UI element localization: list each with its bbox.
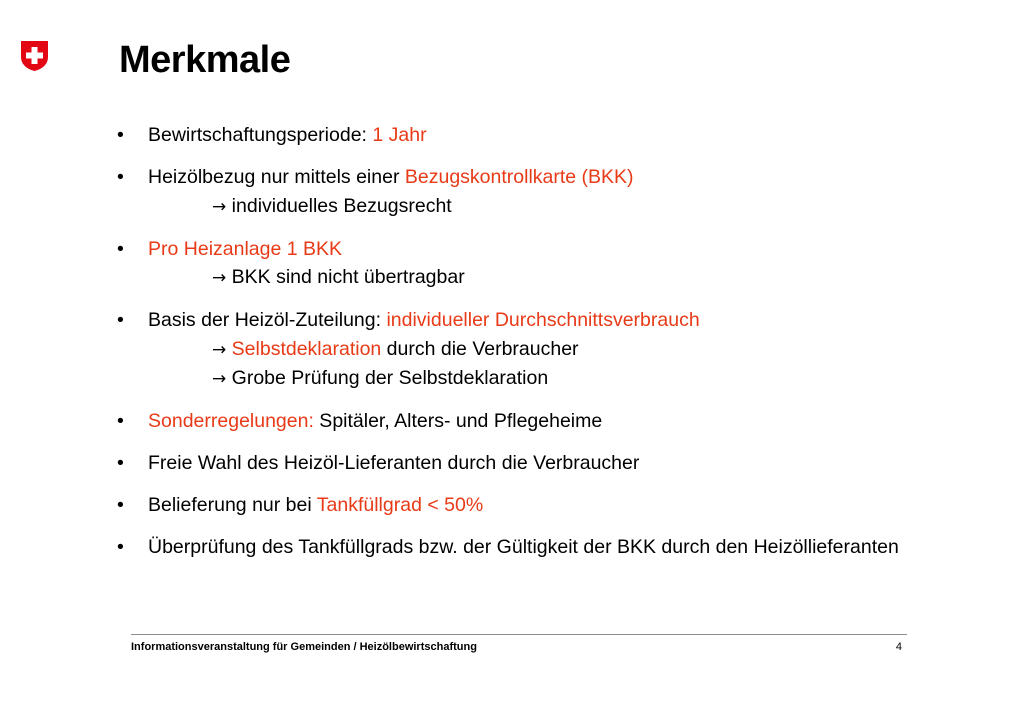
sub-text: individuelles Bezugsrecht bbox=[226, 194, 452, 217]
bullet-dot: • bbox=[117, 536, 124, 558]
bullet-item bbox=[114, 306, 914, 394]
arrow-icon: → bbox=[212, 369, 227, 389]
bullet-dot: • bbox=[117, 124, 124, 146]
bullet-item bbox=[114, 163, 914, 221]
arrow-icon: → bbox=[212, 339, 227, 360]
bullet-item bbox=[114, 407, 914, 436]
bullet-dot: • bbox=[117, 166, 124, 188]
highlight-text: individueller Durchschnittsverbrauch bbox=[386, 309, 700, 331]
bullet-dot: • bbox=[117, 410, 124, 432]
bullet-item bbox=[114, 121, 914, 150]
sub-point bbox=[148, 335, 914, 365]
bullet-dot: • bbox=[117, 237, 124, 260]
bullet-text: Belieferung nur bei bbox=[148, 494, 317, 516]
bullet-text: Freie Wahl des Heizöl-Lieferanten durch die Verbraucher bbox=[148, 452, 640, 474]
slide-title: Merkmale bbox=[119, 39, 291, 81]
sub-text: BKK sind nicht übertragbar bbox=[226, 266, 465, 288]
page-number: 4 bbox=[895, 641, 902, 653]
bullet-text: Basis der Heizöl-Zuteilung: bbox=[148, 309, 387, 331]
bullet-text: Heizölbezug nur mittels einer bbox=[148, 166, 405, 188]
highlight-text: Bezugskontrollkarte (BKK) bbox=[404, 166, 634, 188]
highlight-text: 1 Jahr bbox=[372, 124, 427, 146]
highlight-text: Sonderregelungen: bbox=[148, 410, 314, 432]
highlight-text: Tankfüllgrad < 50% bbox=[316, 494, 484, 516]
sub-point bbox=[148, 364, 914, 394]
highlight-text: Pro Heizanlage 1 BKK bbox=[148, 237, 343, 260]
footer-divider bbox=[131, 634, 907, 635]
bullet-dot: • bbox=[117, 309, 124, 331]
arrow-icon: → bbox=[212, 196, 227, 217]
bullet-dot: • bbox=[117, 452, 124, 474]
bullet-item bbox=[114, 491, 914, 520]
bullet-dot: • bbox=[117, 494, 124, 516]
bullet-text: Bewirtschaftungsperiode: bbox=[148, 124, 373, 146]
bullet-text: Spitäler, Alters- und Pflegeheime bbox=[313, 410, 603, 432]
arrow-icon: → bbox=[212, 268, 227, 288]
bullet-list bbox=[114, 121, 914, 575]
sub-point bbox=[148, 263, 914, 293]
bullet-item bbox=[114, 449, 914, 478]
sub-text: durch die Verbraucher bbox=[381, 337, 579, 360]
swiss-cross-icon bbox=[20, 40, 49, 72]
bullet-item bbox=[114, 533, 914, 562]
bullet-text: Überprüfung des Tankfüllgrads bzw. der Gültigkeit der BKK durch den Heizöllieferanten bbox=[148, 536, 899, 558]
bullet-item bbox=[114, 235, 914, 293]
highlight-text: Selbstdeklaration bbox=[231, 337, 382, 360]
footer-text: Informationsveranstaltung für Gemeinden / Heizölbewirtschaftung bbox=[131, 641, 477, 653]
sub-point bbox=[148, 192, 914, 222]
sub-text: Grobe Prüfung der Selbstdeklaration bbox=[226, 367, 549, 389]
